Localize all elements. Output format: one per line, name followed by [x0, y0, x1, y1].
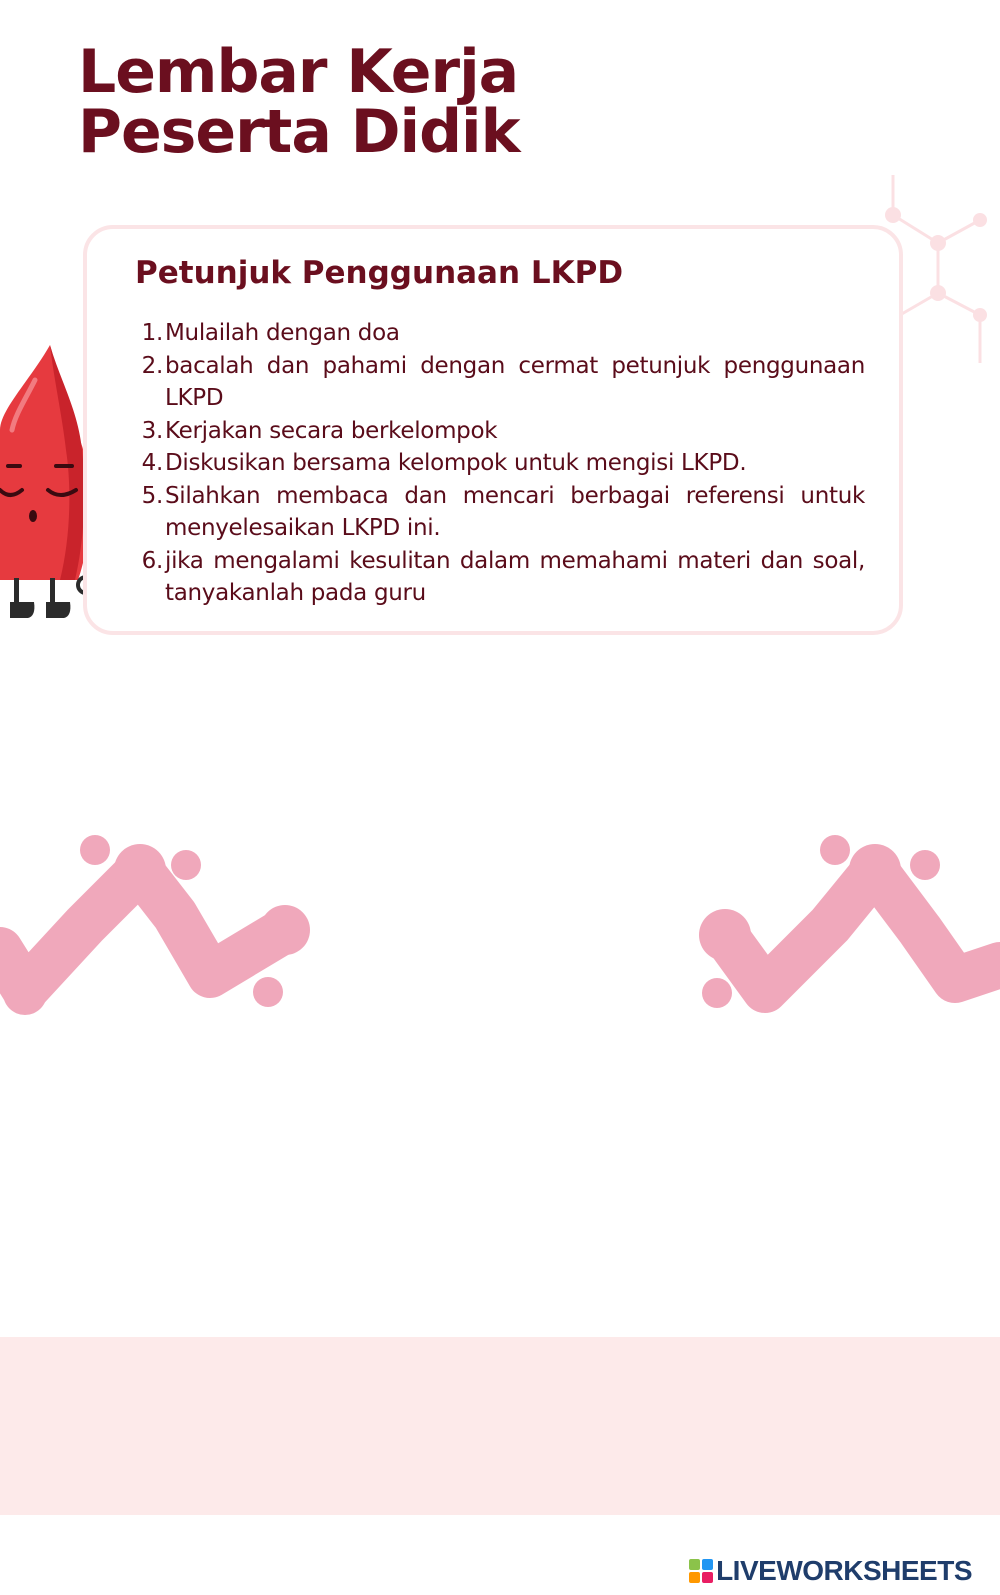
- liveworksheets-logo-text: LIVEWORKSHEETS: [716, 1555, 972, 1586]
- step-text: jika mengalami kesulitan dalam memahami materi dan soal, tanyakanlah pada guru: [165, 547, 865, 606]
- page-title: [78, 37, 520, 167]
- step-number: 2.: [141, 352, 163, 379]
- step-text: Silahkan membaca dan mencari berbagai referensi untuk menyelesaikan LKPD ini.: [165, 482, 865, 541]
- pink-splash-decoration-icon: [0, 830, 315, 1015]
- list-item: [135, 447, 865, 480]
- step-text: bacalah dan pahami dengan cermat petunjuk penggunaan LKPD: [165, 352, 865, 411]
- step-text: Diskusikan bersama kelompok untuk mengisi LKPD.: [165, 450, 747, 476]
- step-text: Kerjakan secara berkelompok: [165, 417, 498, 444]
- step-text: Mulailah dengan doa: [165, 320, 400, 346]
- blood-drop-mascot-icon: [0, 340, 95, 630]
- list-item: [135, 317, 865, 350]
- list-item: [135, 350, 865, 415]
- bottom-band: [0, 1337, 1000, 1515]
- page-title-line2: Peserta Didik: [78, 97, 520, 167]
- pink-splash-decoration-icon: [695, 830, 1000, 1015]
- liveworksheets-logo: [689, 1555, 972, 1587]
- step-number: 3.: [141, 417, 163, 444]
- step-number: 5.: [141, 482, 163, 509]
- step-number: 1.: [141, 320, 163, 346]
- list-item: [135, 545, 865, 610]
- instructions-title: Petunjuk Penggunaan LKPD: [135, 255, 624, 291]
- liveworksheets-logo-icon: [689, 1559, 713, 1583]
- instructions-list: [135, 317, 865, 610]
- list-item: [135, 415, 865, 448]
- page-title-line1: Lembar Kerja: [78, 37, 519, 107]
- list-item: [135, 480, 865, 545]
- step-number: 6.: [141, 547, 163, 574]
- step-number: 4.: [141, 450, 163, 476]
- instructions-card: [83, 225, 903, 635]
